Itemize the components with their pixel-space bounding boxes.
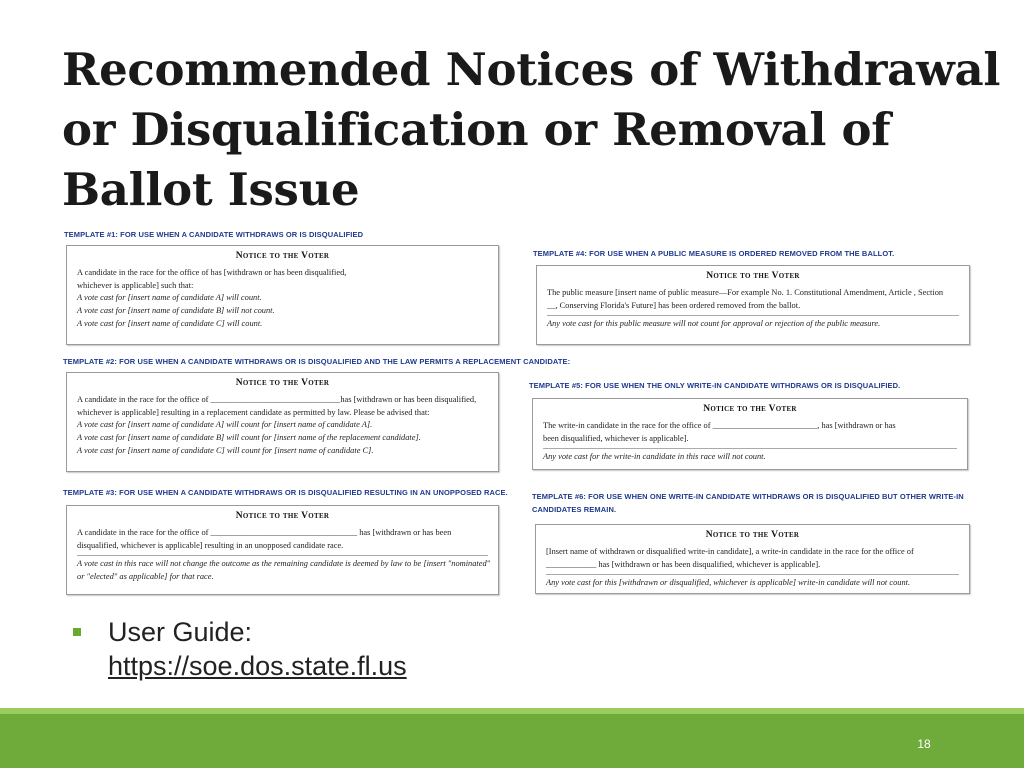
template-5-heading: TEMPLATE #5: FOR USE WHEN THE ONLY WRITE-IN CANDIDATE WITHDRAWS OR IS DISQUALIFIED. — [529, 381, 901, 390]
template-3-notice-title: Notice to the Voter — [235, 511, 330, 521]
template-5-line-1: The write-in candidate in the race for the office of _________________________, has [withdrawn or has — [543, 420, 896, 430]
user-guide-label: User Guide: — [108, 617, 253, 647]
template-3-line-1: A candidate in the race for the office of ___________________________________ has [withdrawn or has been — [77, 527, 452, 537]
template-6-notice-title: Notice to the Voter — [705, 530, 800, 540]
template-1-line-1: A candidate in the race for the office of has [withdrawn or has been disqualified, — [77, 267, 347, 277]
template-2-line-5: A vote cast for [insert name of candidate C] will count for [insert name of candidate C]. — [77, 445, 374, 455]
template-2-heading: TEMPLATE #2: FOR USE WHEN A CANDIDATE WITHDRAWS OR IS DISQUALIFIED AND THE LAW PERMITS A REPLACEMENT CANDIDATE: — [63, 357, 571, 366]
template-1-notice — [66, 245, 499, 345]
template-3-heading: TEMPLATE #3: FOR USE WHEN A CANDIDATE WITHDRAWS OR IS DISQUALIFIED RESULTING IN AN UNOPPOSED RACE. — [63, 488, 508, 497]
template-3-line-2: disqualified, whichever is applicable] resulting in an unopposed candidate race. — [77, 540, 344, 550]
template-4-line-3: Any vote cast for this public measure will not count for approval or rejection of the public measure. — [547, 315, 959, 331]
template-2-notice-title: Notice to the Voter — [235, 378, 330, 388]
template-2-line-1: A candidate in the race for the office of _______________________________has [withdrawn or has been disqualified, — [77, 394, 477, 404]
template-4-notice-title: Notice to the Voter — [706, 271, 800, 281]
template-4-line-1: The public measure [insert name of public measure—For example No. 1. Constitutional Amendment, Article , Section — [547, 287, 944, 297]
template-2-line-2: whichever is applicable] resulting in a replacement candidate as permitted by law. Please be advised that: — [77, 407, 430, 417]
template-6-notice — [535, 524, 970, 594]
template-1-line-2: whichever is applicable] such that: — [77, 280, 194, 290]
page-number: 18 — [917, 737, 931, 751]
template-1-notice-title: Notice to the Voter — [235, 251, 330, 261]
slide-title: Recommended Notices of Withdrawal or Disqualification or Removal of Ballot Issue — [62, 43, 1001, 216]
template-1-heading: TEMPLATE #1: FOR USE WHEN A CANDIDATE WITHDRAWS OR IS DISQUALIFIED — [64, 230, 364, 239]
template-1-line-3: A vote cast for [insert name of candidate A] will count. — [77, 293, 262, 303]
bullet-square-icon — [73, 628, 81, 636]
template-5-line-3: Any vote cast for the write-in candidate in this race will not count. — [543, 448, 957, 464]
template-5-line-2: been disqualified, whichever is applicable]. — [543, 433, 689, 443]
template-6-line-2: ____________ has [withdrawn or has been disqualified, whichever is applicable]. — [546, 559, 821, 569]
template-6-line-3: Any vote cast for this [withdrawn or disqualified, whichever is applicable] write-in candidate will not count. — [546, 574, 959, 590]
template-1-line-5: A vote cast for [insert name of candidate C] will count. — [77, 318, 263, 328]
template-6-heading: TEMPLATE #6: FOR USE WHEN ONE WRITE-IN CANDIDATE WITHDRAWS OR IS DISQUALIFIED BUT OTHER WRITE-IN CANDIDATES REMAIN. — [532, 492, 964, 514]
template-5-notice — [532, 398, 968, 470]
template-6-line-1: [Insert name of withdrawn or disqualified write-in candidate], a write-in candidate in the race for the office of — [546, 546, 914, 556]
user-guide-link[interactable]: https://soe.dos.state.fl.us — [108, 651, 407, 681]
template-5-notice-title: Notice to the Voter — [703, 404, 797, 414]
template-3-line-4: or "elected" as applicable] for that race. — [77, 572, 214, 582]
template-2-line-3: A vote cast for [insert name of candidate A] will count for [insert name of candidate A]. — [77, 420, 373, 430]
template-2-line-4: A vote cast for [insert name of candidate B] will count for [insert name of the replacement candidate]. — [77, 433, 421, 443]
template-3-notice — [66, 505, 499, 595]
footer-bar — [0, 714, 1024, 768]
template-2-notice — [66, 372, 499, 472]
template-4-notice — [536, 265, 970, 345]
template-4-heading: TEMPLATE #4: FOR USE WHEN A PUBLIC MEASURE IS ORDERED REMOVED FROM THE BALLOT. — [533, 249, 895, 258]
template-4-line-2: __, Conserving Florida's Future] has been ordered removed from the ballot. — [547, 300, 801, 310]
template-3-line-3: A vote cast in this race will not change the outcome as the remaining candidate is deemed by law to be [insert "nominated" — [77, 555, 488, 571]
template-1-line-4: A vote cast for [insert name of candidate B] will not count. — [77, 306, 275, 316]
